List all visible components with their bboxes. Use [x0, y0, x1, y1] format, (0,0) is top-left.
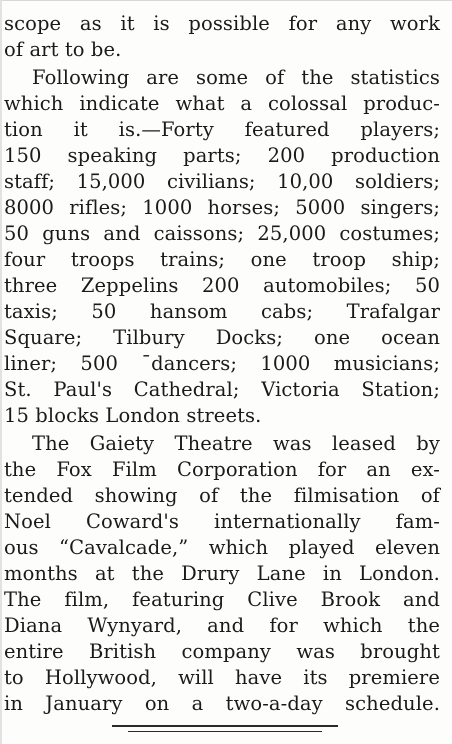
- text-line: tended showing of the filmisation of: [4, 484, 440, 507]
- text-line: liner; 500 ¯dancers; 1000 musicians;: [4, 352, 440, 375]
- text-line: 50 guns and caissons; 25,000 costumes;: [4, 222, 440, 245]
- text-line: scope as it is possible for any work: [4, 12, 440, 35]
- left-edge: [0, 0, 2, 744]
- paragraph-start: The Gaiety Theatre was leased by: [32, 432, 440, 455]
- text-line: which indicate what a colossal produc-: [4, 92, 440, 115]
- text-line: taxis; 50 hansom cabs; Trafalgar: [4, 300, 440, 323]
- text-line: to Hollywood, will have its premiere: [4, 666, 440, 689]
- text-line: 150 speaking parts; 200 production: [4, 144, 440, 167]
- end-rule-upper: [112, 725, 338, 727]
- text-line: entire British company was brought: [4, 640, 440, 663]
- end-rule-lower: [128, 731, 322, 732]
- text-line: in January on a two-a-day schedule.: [4, 692, 440, 715]
- text-line: ous “Cavalcade,” which played eleven: [4, 536, 440, 559]
- text-line: of art to be.: [4, 38, 122, 61]
- text-line: the Fox Film Corporation for an ex-: [4, 458, 440, 481]
- text-line: Square; Tilbury Docks; one ocean: [4, 326, 440, 349]
- text-line: four troops trains; one troop ship;: [4, 248, 440, 271]
- text-line: months at the Drury Lane in London.: [4, 562, 440, 585]
- text-line: 15 blocks London streets.: [4, 404, 262, 427]
- paragraph-start: Following are some of the statistics: [32, 66, 440, 89]
- text-line: St. Paul's Cathedral; Victoria Station;: [4, 378, 440, 401]
- text-line: Noel Coward's internationally fam-: [4, 510, 440, 533]
- top-border: [0, 0, 452, 1]
- text-line: tion it is.—Forty featured players;: [4, 118, 440, 141]
- text-line: 8000 rifles; 1000 horses; 5000 singers;: [4, 196, 440, 219]
- text-line: The film, featuring Clive Brook and: [4, 588, 440, 611]
- text-line: three Zeppelins 200 automobiles; 50: [4, 274, 440, 297]
- text-line: staff; 15,000 civilians; 10,00 soldiers;: [4, 170, 440, 193]
- text-line: Diana Wynyard, and for which the: [4, 614, 440, 637]
